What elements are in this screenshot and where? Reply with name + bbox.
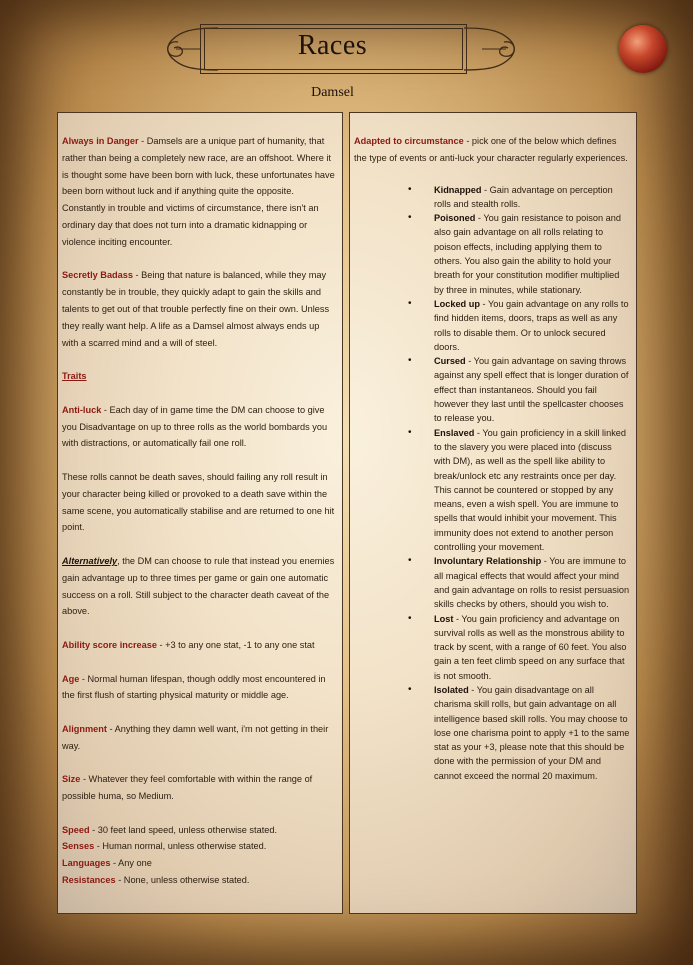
traits-heading: Traits (62, 371, 87, 382)
option-term: Lost (434, 613, 454, 624)
option-involuntary-relationship (434, 554, 630, 611)
option-text: - You are immune to all magical effects that would affect your mind and gain advantage on rolls to resist persuasion skills checks by others, should you wish to. (434, 556, 630, 610)
anti-luck-paragraph (62, 402, 338, 452)
term-label: Senses (62, 841, 95, 852)
paragraph-text: - pick one of the below which defines the type of events or anti-luck your character regularly experiences. (354, 136, 628, 163)
adapted-intro-paragraph (354, 133, 630, 167)
option-poisoned (434, 211, 630, 297)
senses-line (62, 838, 338, 855)
term-label: Resistances (62, 875, 116, 886)
paragraph-text: - 30 feet land speed, unless otherwise stated. (89, 824, 278, 835)
term-label: Size (62, 774, 81, 785)
paragraph-text: - Being that nature is balanced, while they may constantly be in trouble, they quickly adapt to gain the skills and talents to get out of that trouble perfectly fine on their own. Unless they really want help. A life as a Damsel almost always ends up with a scarred mind and a will of steel. (62, 270, 330, 348)
age-paragraph (62, 671, 338, 705)
left-column (57, 112, 343, 914)
paragraph-text: , the DM can choose to rule that instead you enemies gain advantage up to three times per game or gain one automatic success on a roll. Still subject to the character death caveat of the above. (62, 555, 335, 617)
option-term: Kidnapped (434, 184, 482, 195)
page-title: Races (297, 30, 368, 61)
paragraph-text: - Any one (110, 858, 152, 869)
paragraph-text: - Each day of in game time the DM can choose to give you Disadvantage on up to three rolls as the world bombards you with distractions, or automatically fail one roll. (62, 404, 328, 449)
option-text: - You gain resistance to poison and also gain advantage on all rolls relating to poison effects, including applying them to others. You also gain the ability to hold your breath for your constitution modifier multiplied by three in minutes, while stationary. (434, 213, 621, 295)
option-enslaved (434, 426, 630, 555)
option-term: Involuntary Relationship (434, 556, 542, 567)
term-label: Languages (62, 858, 111, 869)
option-lost (434, 612, 630, 683)
option-term: Locked up (434, 298, 480, 309)
secretly-badass-paragraph (62, 267, 338, 351)
mars-planet-icon (619, 25, 667, 73)
option-isolated (434, 683, 630, 783)
paragraph-text: - Human normal, unless otherwise stated. (94, 841, 267, 852)
option-text: - You gain advantage on any rolls to find hidden items, doors, traps as well as any rolls to disable them. Or to unlock secured doors. (434, 298, 629, 352)
circumstance-options-list (354, 183, 630, 783)
alternatively-paragraph (62, 553, 338, 620)
languages-line (62, 855, 338, 872)
term-label: Alignment (62, 723, 107, 734)
option-term: Isolated (434, 684, 469, 695)
option-text: - You gain disadvantage on all charisma skill rolls, but gain advantage on all intelligence based skill rolls. You may choose to lose one charisma point to apply +1 to the same stat as your +3, please note that this should be done with the permission of your DM and cannot exceed the normal 20 maximum. (434, 684, 630, 781)
speed-line (62, 822, 338, 839)
option-text: - Gain advantage on perception rolls and stealth rolls. (434, 184, 613, 209)
right-column (349, 112, 637, 914)
option-term: Poisoned (434, 213, 476, 224)
always-in-danger-paragraph (62, 133, 338, 251)
term-label: Speed (62, 824, 90, 835)
option-text: - You gain advantage on saving throws against any spell effect that is longer duration of effect than instantaneos. Should you fail however they last until the spellcaster chooses to release you. (434, 356, 629, 424)
term-label: Adapted to circumstance (354, 136, 464, 146)
death-saves-paragraph: These rolls cannot be death saves, should failing any roll result in your character being killed or provoked to a death save within the same scene, you automatically stabilise and are returned to one hit point. (62, 471, 335, 533)
size-paragraph (62, 771, 338, 805)
alternatively-term: Alternatively (62, 555, 118, 566)
paragraph-text: - Normal human lifespan, though oddly most encountered in the first flush of starting physical maturity or middle age. (62, 673, 326, 701)
option-cursed (434, 354, 630, 425)
paragraph-text: - +3 to any one stat, -1 to any one stat (156, 639, 315, 650)
paragraph-text: - Whatever they feel comfortable with within the range of possible huma, so Medium. (62, 774, 313, 802)
term-label: Secretly Badass (62, 270, 133, 281)
option-kidnapped (434, 183, 630, 212)
paragraph-text: - None, unless otherwise stated. (115, 875, 250, 886)
paragraph-text: - Damsels are a unique part of humanity, that rather than being a completely new race, are an offshoot. Where it is thought some have been born with luck, these unfortunates have been born without luck and if anything quite the opposite. Constantly in trouble and victims of circumstance, there isn't an ordinary day that does not turn into a dramatic kidnapping or violence inciting encounter. (62, 136, 335, 247)
term-label: Always in Danger (62, 136, 139, 146)
term-label: Ability score increase (62, 639, 157, 650)
paragraph-text: - Anything they damn well want, i'm not getting in their way. (62, 723, 329, 751)
resistances-line (62, 872, 338, 889)
page-subtitle: Damsel (311, 85, 354, 100)
right-flourish-icon (462, 22, 532, 76)
option-term: Cursed (434, 356, 466, 367)
alignment-paragraph (62, 721, 338, 755)
term-label: Age (62, 673, 80, 684)
option-text: - You gain proficiency and advantage on survival rolls as well as the monstrous ability to track by scent, with a range of 60 feet. You also gain a ten feet climb speed on any surface that is not smooth. (434, 613, 627, 681)
ability-score-paragraph (62, 637, 338, 654)
term-label: Anti-luck (62, 404, 102, 415)
option-text: - You gain proficiency in a skill linked to the slavery you were placed into (discuss with DM), as well as the spell like ability to break/unlock etc any restraints once per day. This cannot be countered or stopped by any means, even a wish spell. You are immune to spells that would inhibit your movement. This immunity does not extend to another person controlling your movement. (434, 427, 627, 553)
option-term: Enslaved (434, 427, 475, 438)
option-locked-up (434, 297, 630, 354)
